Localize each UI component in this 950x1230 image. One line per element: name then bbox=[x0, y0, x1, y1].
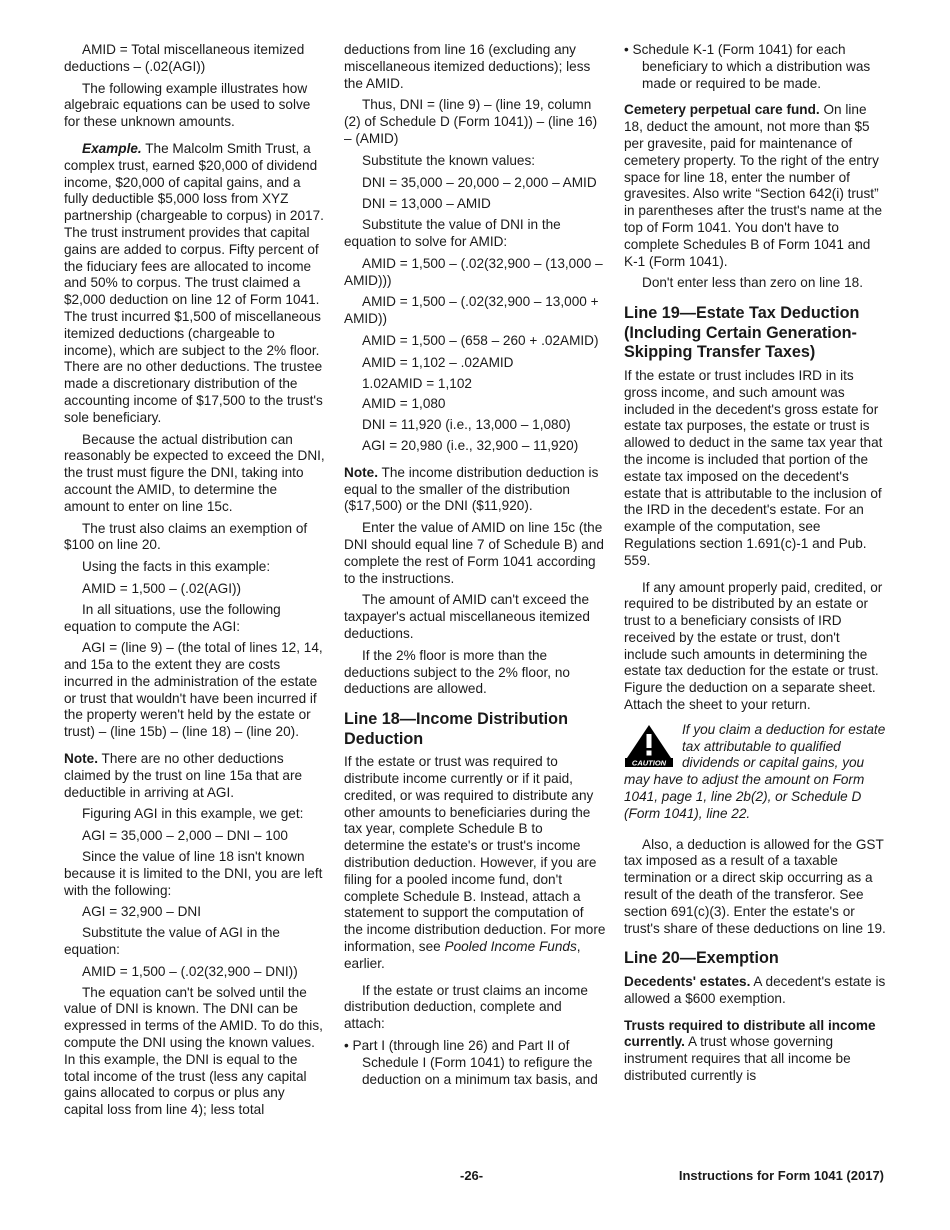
paragraph: Thus, DNI = (line 9) – (line 19, column (2) of Schedule D (Form 1041)) – (line 16) – (AMID) bbox=[344, 97, 598, 146]
cemetery-paragraph bbox=[624, 102, 886, 270]
paragraph: If the estate or trust includes IRD in its gross income, and such amount was included in the decedent's gross estate for estate tax purposes, the estate or trust is allowed to deduct in the same tax year that the income is included that portion of the estate tax imposed on the decedent's estate that is attributable to the inclusion of the IRD in the decedent's estate. For an example of the computation, see Regulations section 1.691(c)-1 and Pub. 559. bbox=[624, 367, 883, 568]
caution-label: CAUTION bbox=[631, 758, 667, 768]
paragraph: The following example illustrates how algebraic equations can be used to solve for these unknown amounts. bbox=[64, 80, 311, 130]
decedents-paragraph bbox=[624, 974, 886, 1008]
page-number: -26- bbox=[460, 1168, 484, 1183]
section-heading-line-20: Line 20—Exemption bbox=[624, 949, 779, 968]
paragraph: Substitute the known values: bbox=[362, 152, 536, 168]
bullet-item: • Part I (through line 26) and Part II of Schedule I (Form 1041) to refigure the deduction on a minimum tax basis, and bbox=[344, 1038, 598, 1087]
paragraph bbox=[344, 754, 606, 972]
equation: AMID = 1,500 – (.02(32,900 – (13,000 – AMID))) bbox=[344, 255, 603, 288]
section-heading-line-19: Line 19—Estate Tax Deduction (Including Certain Generation-Skipping Transfer Taxes) bbox=[624, 304, 860, 362]
equation: AMID = 1,500 – (.02(AGI)) bbox=[82, 580, 242, 596]
note-paragraph bbox=[64, 751, 326, 801]
note-label: Note. bbox=[344, 464, 378, 480]
column-1 bbox=[64, 42, 326, 1124]
note-body: The income distribution deduction is equal to the smaller of the distribution ($17,500) or the DNI ($11,920). bbox=[344, 464, 599, 514]
run-in-heading: Cemetery perpetual care fund. bbox=[624, 102, 820, 118]
equation: DNI = 11,920 (i.e., 13,000 – 1,080) bbox=[362, 417, 571, 433]
equation: DNI = 35,000 – 20,000 – 2,000 – AMID bbox=[362, 174, 597, 190]
paragraph: Figuring AGI in this example, we get: bbox=[82, 806, 304, 822]
footer-title: Instructions for Form 1041 (2017) bbox=[678, 1168, 884, 1183]
column-3 bbox=[624, 42, 886, 1090]
paragraph-text: If the estate or trust was required to distribute income currently or if it paid, credited, or was required to distribute any other amounts to beneficiaries during the tax year, complete Schedule B to determine the estate's or trust's income distribution deduction. However, if you are filing for a pooled income fund, don't complete Schedule B. Instead, attach a statement to support the computation of the income distribution deduction. For more information, see bbox=[344, 754, 606, 955]
note-paragraph bbox=[344, 465, 606, 515]
bullet-item: • Schedule K-1 (Form 1041) for each beneficiary to which a distribution was made or required to be made. bbox=[624, 42, 871, 91]
section-heading-line-18: Line 18—Income Distribution Deduction bbox=[344, 710, 568, 748]
cross-reference: Pooled Income Funds bbox=[444, 939, 577, 955]
caution-icon bbox=[624, 724, 674, 768]
caution-box bbox=[624, 722, 886, 823]
equation: AGI = 35,000 – 2,000 – DNI – 100 bbox=[82, 828, 288, 844]
paragraph: The equation can't be solved until the value of DNI is known. The DNI can be expressed in terms of the AMID. To do this, compute the DNI using the known values. In this example, the DNI is equal to the total income of the trust (less any capital gains allocated to corpus or plus any capital loss from line 4); less total bbox=[64, 984, 323, 1118]
note-body: There are no other deductions claimed by the trust on line 15a that are deductible in arriving at AGI. bbox=[64, 751, 303, 800]
paragraph: Don't enter less than zero on line 18. bbox=[642, 275, 863, 291]
equation: AMID = 1,080 bbox=[362, 396, 446, 412]
run-in-heading: Decedents' estates. bbox=[624, 974, 751, 990]
equation: DNI = 13,000 – AMID bbox=[362, 196, 491, 212]
paragraph: If any amount properly paid, credited, or required to be distributed by an estate or trust to a beneficiary consists of IRD received by the estate or trust, don't include such amounts in determining the estate tax deduction for the estate or trust. Figure the deduction on a separate sheet. Attach the sheet to your return. bbox=[624, 579, 883, 713]
paragraph-text: A decedent's estate is allowed a $600 exemption. bbox=[624, 974, 886, 1006]
equation: AGI = 32,900 – DNI bbox=[82, 904, 202, 920]
note-label: Note. bbox=[64, 751, 98, 767]
run-in-heading: Trusts required to distribute all income currently. bbox=[624, 1017, 876, 1050]
paragraph: Because the actual distribution can reasonably be expected to exceed the DNI, the trust must figure the DNI, taking into account the AMID, to determine the amount to enter on line 15c. bbox=[64, 431, 325, 514]
paragraph: Substitute the value of DNI in the equation to solve for AMID: bbox=[344, 217, 561, 249]
paragraph: Substitute the value of AGI in the equation: bbox=[64, 925, 280, 958]
paragraph: Using the facts in this example: bbox=[82, 559, 271, 575]
paragraph: Enter the value of AMID on line 15c (the DNI should equal line 7 of Schedule B) and complete the rest of Form 1041 according to the instructions. bbox=[344, 520, 604, 586]
caution-text: If you claim a deduction for estate tax attributable to qualified dividends or capital gains, you may have to adjust the amount on Form 1041, page 1, line 2b(2), or Schedule D (Form 1041), line 22. bbox=[624, 721, 886, 821]
trusts-paragraph bbox=[624, 1018, 886, 1085]
paragraph: deductions from line 16 (excluding any miscellaneous itemized deductions); less the AMID. bbox=[344, 42, 591, 91]
paragraph: AGI = (line 9) – (the total of lines 12, 14, and 15a to the extent they are costs incurred in the administration of the estate or trust that wouldn't have been incurred if the property weren't held by the estate or trust) – (line 15b) – (line 18) – (line 20). bbox=[64, 640, 323, 740]
paragraph: Since the value of line 18 isn't known because it is limited to the DNI, you are left with the following: bbox=[64, 849, 323, 898]
equation: AMID = 1,102 – .02AMID bbox=[362, 354, 514, 370]
equation: AMID = 1,500 – (.02(32,900 – DNI)) bbox=[82, 963, 298, 979]
paragraph-text: On line 18, deduct the amount, not more than $5 per gravesite, paid for maintenance of cemetery property. To the right of the entry space for line 18, enter the number of gravesites. Also write “Section 642(i) trust” in parentheses after the trust's name at the top of Form 1041. You don't have to complete Schedules B of Form 1041 and K-1 (Form 1041). bbox=[624, 102, 883, 269]
paragraph-text: , earlier. bbox=[344, 939, 581, 971]
equation: AMID = 1,500 – (.02(32,900 – 13,000 + AMID)) bbox=[344, 294, 599, 327]
equation: AMID = 1,500 – (658 – 260 + .02AMID) bbox=[362, 332, 599, 348]
paragraph: If the estate or trust claims an income distribution deduction, complete and attach: bbox=[344, 982, 588, 1032]
paragraph: If the 2% floor is more than the deductions subject to the 2% floor, no deductions are allowed. bbox=[344, 647, 570, 697]
paragraph: The amount of AMID can't exceed the taxpayer's actual miscellaneous itemized deductions. bbox=[344, 592, 590, 641]
example-label: Example. bbox=[82, 140, 142, 156]
paragraph: In all situations, use the following equation to compute the AGI: bbox=[64, 601, 281, 634]
paragraph: Also, a deduction is allowed for the GST tax imposed as a result of a taxable termination or a direct skip occurring as a result of the death of the transferor. See section 691(c)(3). Enter the estate's or trust's share of these deductions on line 19. bbox=[624, 836, 886, 936]
equation: AGI = 20,980 (i.e., 32,900 – 11,920) bbox=[362, 437, 579, 453]
example-body: The Malcolm Smith Trust, a complex trust, earned $20,000 of dividend income, $20,000 of capital gains, and a fully deductible $5,000 loss from XYZ partnership (chargeable to corpus) in 2017. The trust instrument provides that capital gains are added to corpus. Fifty percent of the fiduciary fees are allocated to income and 50% to corpus. The trust claimed a $2,000 deduction on line 12 of Form 1041. The trust incurred $1,500 of miscellaneous itemized deductions (chargeable to income), which are subject to the 2% floor. There are no other deductions. The trustee made a discretionary distribution of the accounting income of $17,500 to the trust's sole beneficiary. bbox=[64, 140, 324, 425]
paragraph: The trust also claims an exemption of $100 on line 20. bbox=[64, 520, 308, 553]
paragraph-text: A trust whose governing instrument requires that all income be distributed currently is bbox=[624, 1034, 851, 1084]
example-paragraph bbox=[64, 141, 326, 427]
paragraph: AMID = Total miscellaneous itemized deductions – (.02(AGI)) bbox=[64, 42, 305, 74]
column-2 bbox=[344, 42, 606, 1093]
equation: 1.02AMID = 1,102 bbox=[362, 375, 472, 391]
